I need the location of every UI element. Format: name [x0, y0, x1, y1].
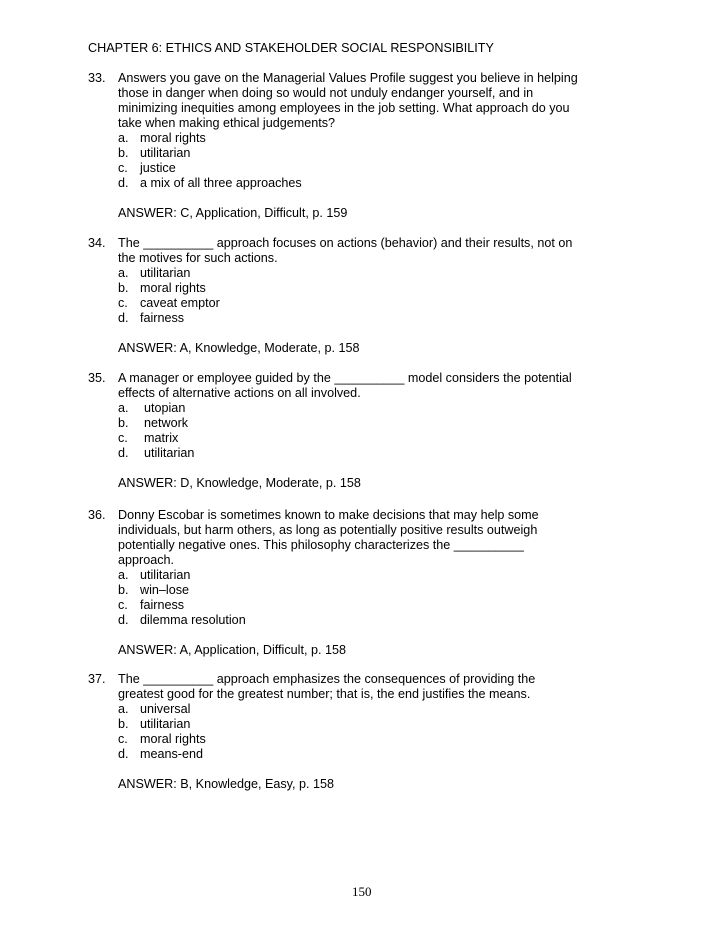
option-letter: d. [118, 446, 129, 460]
question-37 [88, 672, 618, 792]
answer-key: ANSWER: D, Knowledge, Moderate, p. 158 [118, 476, 361, 490]
answer-key: ANSWER: B, Knowledge, Easy, p. 158 [118, 777, 335, 791]
option-letter: b. [118, 583, 129, 597]
option-letter: c. [118, 161, 128, 175]
option-letter: c. [118, 732, 128, 746]
option-text: caveat emptor [140, 296, 220, 310]
answer-key: ANSWER: A, Application, Difficult, p. 158 [118, 643, 346, 657]
question-text-line: potentially negative ones. This philosophy characterizes the __________ [118, 538, 524, 552]
question-text-line: the motives for such actions. [118, 251, 278, 265]
option-letter: b. [118, 281, 129, 295]
answer-option [118, 161, 618, 176]
option-text: a mix of all three approaches [140, 176, 302, 190]
option-text: win–lose [140, 583, 190, 597]
answer-option [118, 401, 618, 416]
answer-option [118, 416, 618, 431]
answer-option [118, 747, 618, 762]
option-letter: d. [118, 747, 129, 761]
answer-option [118, 296, 618, 311]
option-letter: a. [118, 568, 129, 582]
option-letter: c. [118, 431, 128, 445]
question-text-line: Donny Escobar is sometimes known to make decisions that may help some [118, 508, 539, 522]
question-text-line: Answers you gave on the Managerial Values Profile suggest you believe in helping [118, 71, 578, 85]
answer-option [118, 446, 618, 461]
answer-key: ANSWER: A, Knowledge, Moderate, p. 158 [118, 341, 360, 355]
question-34 [88, 236, 618, 356]
question-text-line: The __________ approach focuses on actions (behavior) and their results, not on [118, 236, 573, 250]
question-number: 37. [88, 672, 106, 686]
answer-option [118, 176, 618, 191]
question-body [118, 508, 618, 658]
answer-option [118, 431, 618, 446]
option-text: moral rights [140, 281, 206, 295]
question-text-line: take when making ethical judgements? [118, 116, 336, 130]
option-letter: a. [118, 401, 129, 415]
question-text-line: those in danger when doing so would not unduly endanger yourself, and in [118, 86, 534, 100]
answer-option [118, 131, 618, 146]
answer-option [118, 702, 618, 717]
question-body [118, 71, 618, 221]
chapter-heading: CHAPTER 6: ETHICS AND STAKEHOLDER SOCIAL RESPONSIBILITY [88, 41, 494, 55]
option-text: fairness [140, 598, 185, 612]
question-text-line: individuals, but harm others, as long as potentially positive results outweigh [118, 523, 538, 537]
question-body [118, 672, 618, 792]
question-body [118, 371, 618, 491]
option-text: network [144, 416, 189, 430]
option-text: utopian [144, 401, 186, 415]
option-text: justice [140, 161, 176, 175]
question-35 [88, 371, 618, 491]
option-text: matrix [144, 431, 179, 445]
option-letter: c. [118, 598, 128, 612]
option-letter: c. [118, 296, 128, 310]
question-36 [88, 508, 618, 658]
answer-option [118, 266, 618, 281]
option-letter: b. [118, 146, 129, 160]
option-letter: a. [118, 131, 129, 145]
option-text: means-end [140, 747, 204, 761]
question-text-line: minimizing inequities among employees in the job setting. What approach do you [118, 101, 570, 115]
answer-option [118, 311, 618, 326]
question-text-line: A manager or employee guided by the __________ model considers the potential [118, 371, 572, 385]
answer-option [118, 583, 618, 598]
option-text: utilitarian [140, 717, 191, 731]
option-text: utilitarian [140, 266, 191, 280]
answer-option [118, 281, 618, 296]
option-letter: a. [118, 266, 129, 280]
question-number: 35. [88, 371, 106, 385]
answer-option [118, 598, 618, 613]
answer-key: ANSWER: C, Application, Difficult, p. 159 [118, 206, 348, 220]
question-number: 34. [88, 236, 106, 250]
option-letter: a. [118, 702, 129, 716]
answer-option [118, 717, 618, 732]
answer-option [118, 568, 618, 583]
question-text-line: greatest good for the greatest number; that is, the end justifies the means. [118, 687, 531, 701]
question-text-line: effects of alternative actions on all involved. [118, 386, 361, 400]
option-letter: d. [118, 176, 129, 190]
option-text: moral rights [140, 131, 206, 145]
question-number: 33. [88, 71, 106, 85]
question-body [118, 236, 618, 356]
option-text: utilitarian [140, 146, 191, 160]
option-text: universal [140, 702, 191, 716]
question-33 [88, 71, 618, 221]
option-text: utilitarian [144, 446, 195, 460]
option-text: moral rights [140, 732, 206, 746]
option-letter: b. [118, 717, 129, 731]
option-text: fairness [140, 311, 185, 325]
option-text: utilitarian [140, 568, 191, 582]
answer-option [118, 732, 618, 747]
question-text-line: The __________ approach emphasizes the consequences of providing the [118, 672, 536, 686]
question-text-line: approach. [118, 553, 175, 567]
answer-option [118, 146, 618, 161]
answer-option [118, 613, 618, 628]
option-letter: d. [118, 613, 129, 627]
option-letter: d. [118, 311, 129, 325]
question-number: 36. [88, 508, 106, 522]
option-text: dilemma resolution [140, 613, 246, 627]
option-letter: b. [118, 416, 129, 430]
page-number: 150 [352, 884, 372, 899]
